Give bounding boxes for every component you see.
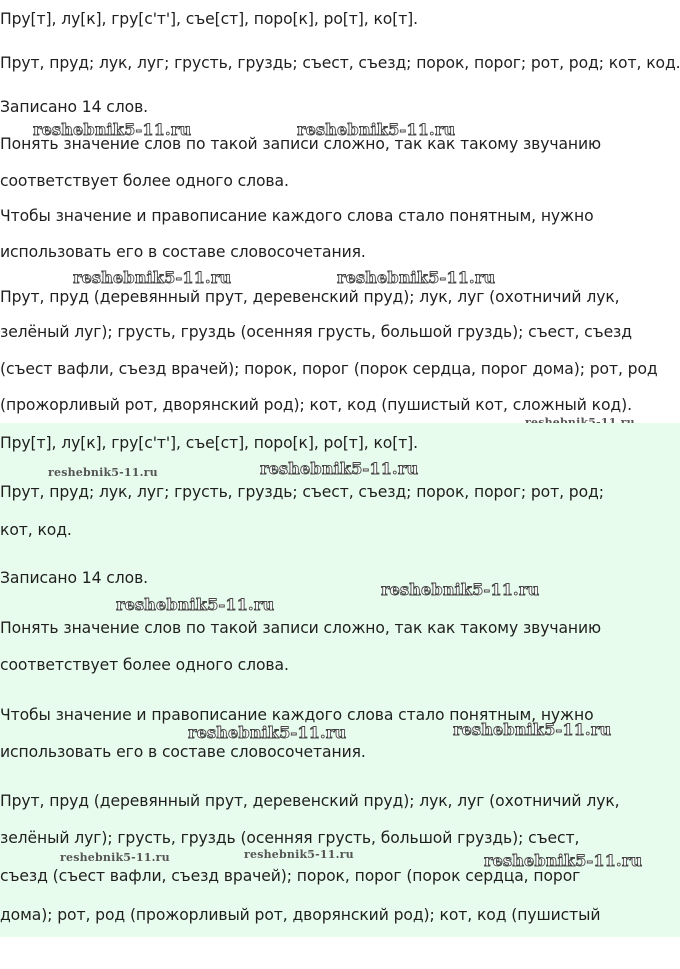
answer-block-highlighted — [0, 423, 680, 937]
watermark-logo: reshebnik5-11.ru — [116, 595, 275, 614]
watermark-logo: reshebnik5-11.ru — [484, 851, 643, 870]
text-line: Прут, пруд (деревянный прут, деревенский пруд); лук, луг (охотничий лук, — [0, 792, 620, 810]
watermark-logo: reshebnik5-11.ru — [453, 720, 612, 739]
text-line: дома); рот, род (прожорливый рот, дворянский род); кот, код (пушистый — [0, 906, 601, 924]
text-line: Чтобы значение и правописание каждого слова стало понятным, нужно — [0, 207, 594, 225]
watermark-logo: reshebnik5-11.ru — [60, 851, 170, 864]
text-line: использовать его в составе словосочетания. — [0, 243, 366, 261]
text-line: Чтобы значение и правописание каждого слова стало понятным, нужно — [0, 706, 594, 724]
text-line: Прут, пруд; лук, луг; грусть, груздь; съест, съезд; порок, порог; рот, род; кот, код. — [0, 54, 680, 72]
watermark-logo: reshebnik5-11.ru — [260, 459, 419, 478]
text-line: Пру[т], лу[к], гру[с'т'], съе[ст], поро[к], ро[т], ко[т]. — [0, 10, 419, 28]
text-line: кот, код. — [0, 521, 72, 539]
watermark-logo: reshebnik5-11.ru — [188, 723, 347, 742]
text-line: Понять значение слов по такой записи сложно, так как такому звучанию — [0, 135, 602, 153]
watermark-logo: reshebnik5-11.ru — [48, 466, 158, 479]
watermark-logo: reshebnik5-11.ru — [73, 268, 232, 287]
text-line: Прут, пруд (деревянный прут, деревенский пруд); лук, луг (охотничий лук, — [0, 288, 620, 306]
answer-block-plain — [0, 0, 680, 423]
watermark-logo: reshebnik5-11.ru — [244, 848, 354, 861]
text-line: Пру[т], лу[к], гру[с'т'], съе[ст], поро[к], ро[т], ко[т]. — [0, 434, 419, 452]
text-line: Понять значение слов по такой записи сложно, так как такому звучанию — [0, 619, 602, 637]
text-line: (съест вафли, съезд врачей); порок, порог (порок сердца, порог дома); рот, род — [0, 360, 658, 378]
text-line: Записано 14 слов. — [0, 569, 149, 587]
watermark-logo: reshebnik5-11.ru — [381, 580, 540, 599]
text-line: съезд (съест вафли, съезд врачей); порок, порог (порок сердца, порог — [0, 867, 581, 885]
text-line: зелёный луг); грусть, груздь (осенняя грусть, большой груздь); съест, съезд — [0, 323, 632, 341]
text-line: Записано 14 слов. — [0, 98, 149, 116]
text-line: (прожорливый рот, дворянский род); кот, код (пушистый кот, сложный код). — [0, 396, 632, 414]
watermark-logo: reshebnik5-11.ru — [33, 120, 192, 139]
text-line: соответствует более одного слова. — [0, 172, 289, 190]
watermark-logo: reshebnik5-11.ru — [297, 120, 456, 139]
text-line: использовать его в составе словосочетания. — [0, 743, 366, 761]
text-line: соответствует более одного слова. — [0, 656, 289, 674]
watermark-logo: reshebnik5-11.ru — [337, 268, 496, 287]
text-line: Прут, пруд; лук, луг; грусть, груздь; съест, съезд; порок, порог; рот, род; — [0, 483, 604, 501]
text-line: зелёный луг); грусть, груздь (осенняя грусть, большой груздь); съест, — [0, 829, 580, 847]
